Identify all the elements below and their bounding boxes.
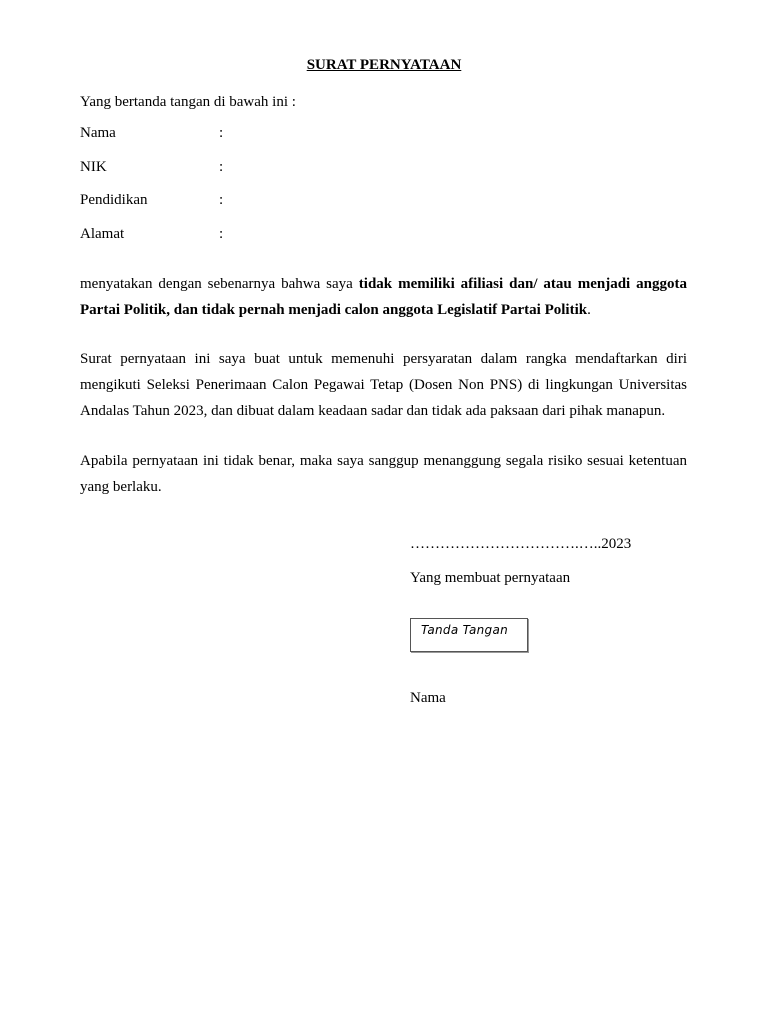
- field-label-nik: NIK: [80, 159, 107, 175]
- consequence-paragraph: Apabila pernyataan ini tidak benar, maka saya sanggup menanggung segala risiko sesuai ketentuan yang berlaku.: [80, 453, 687, 495]
- signature-name-label: Nama: [410, 690, 446, 706]
- intro-text: Yang bertanda tangan di bawah ini :: [80, 94, 296, 110]
- field-label-nama: Nama: [80, 125, 116, 141]
- field-colon-nik: :: [219, 159, 224, 175]
- document-title: SURAT PERNYATAAN: [306, 57, 462, 73]
- field-colon-pendidikan: :: [219, 192, 224, 208]
- declaration-text-end: .: [587, 302, 591, 318]
- field-label-alamat: Alamat: [80, 226, 125, 242]
- field-colon-nama: :: [219, 125, 224, 141]
- signature-box-label: Tanda Tangan: [421, 623, 509, 637]
- signature-box[interactable]: [410, 618, 528, 652]
- field-colon-alamat: :: [219, 226, 224, 242]
- field-label-pendidikan: Pendidikan: [80, 192, 148, 208]
- purpose-paragraph: Surat pernyataan ini saya buat untuk memenuhi persyaratan dalam rangka mendaftarkan diri mengikuti Seleksi Penerimaan Calon Pegawai Tetap (Dosen Non PNS) di lingkungan Universitas Andalas Tahun 2023, dan dibuat dalam keadaan sadar dan tidak ada paksaan dari pihak manapun.: [80, 351, 687, 419]
- signature-date-line: …………………………….…..2023: [410, 536, 632, 552]
- declaration-bold-statement: tidak memiliki afiliasi dan/ atau menjadi anggota Partai Politik, dan tidak pernah menjadi calon anggota Legislatif Partai Politik: [80, 276, 687, 318]
- declaration-text-start: menyatakan dengan sebenarnya bahwa saya: [80, 276, 359, 292]
- signature-maker-label: Yang membuat pernyataan: [410, 570, 571, 586]
- declaration-paragraph: [80, 271, 687, 323]
